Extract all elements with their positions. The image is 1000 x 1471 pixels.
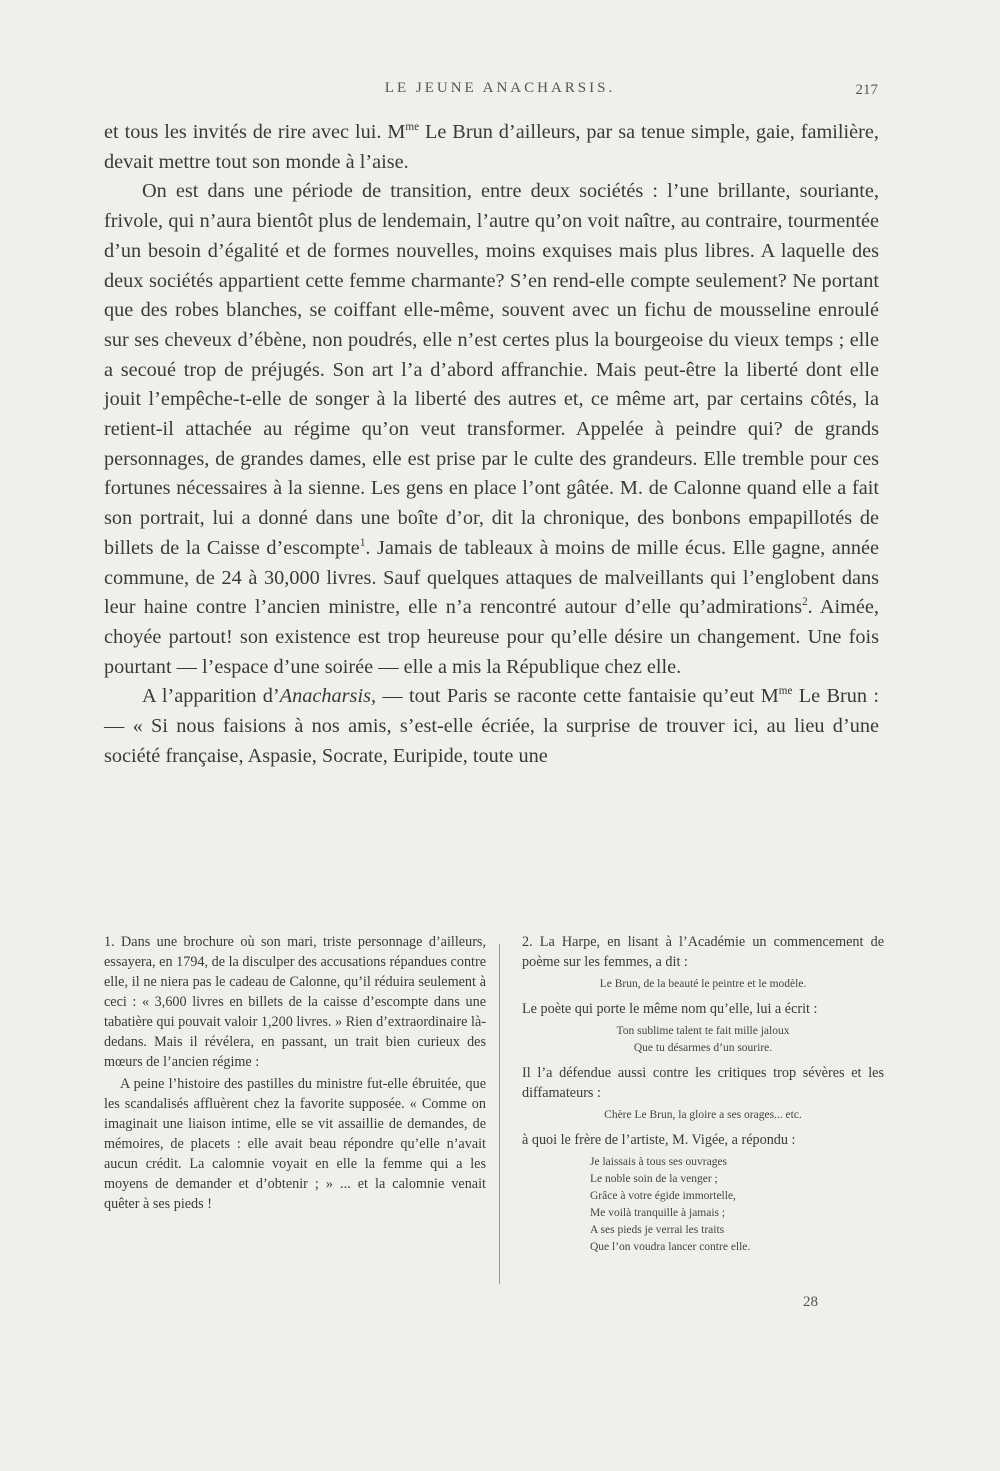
footnote-1-paragraph: A peine l’histoire des pastilles du ministre fut-elle ébruitée, que les scandalisés affluèrent chez la favorite supposée. « Comme on imaginait une liaison intime, elle se vit assaillie de demandes, de mémoires, de placets : elle avait beau répondre qu’elle n’avait aucun crédit. La calomnie voyait en elle la femme qui a les moyens de demander et d’obtenir ; » ... et la calomnie venait quêter à ses pieds ! [104,1076,486,1212]
footnote-ref-2: 2 [802,596,808,609]
footnotes [104,932,884,1292]
verse-quote: Ton sublime talent te fait mille jaloux Que tu désarmes d’un sourire. [616,1025,790,1054]
verse-quote: Je laissais à tous ses ouvrages Le noble soin de la venger ; Grâce à votre égide immortelle, Me voilà tranquille à jamais ; A ses pieds je verrai les traits Que l’on voudra lancer contre elle. [590,1156,751,1253]
footnote-2-intro: 2. La Harpe, en lisant à l’Académie un commencement de poème sur les femmes, a dit : [522,934,884,970]
signature-mark: 28 [803,1294,818,1310]
footnote-2-paragraph: Le poète qui porte le même nom qu’elle, lui a écrit : [522,1001,818,1017]
footnote-2-paragraph: à quoi le frère de l’artiste, M. Vigée, a répondu : [522,1132,796,1148]
footnote-ref-1: 1 [359,537,366,550]
verse-quote: Le Brun, de la beauté le peintre et le modèle. [599,978,807,990]
footnote-1 [104,932,486,1216]
main-text [104,118,879,771]
column-divider [499,944,500,1284]
paragraph-1: et tous les invités de rire avec lui. $M^{me}$ Le Brun d’ailleurs, par sa tenue simple, gaie, familière, devait mettre tout son monde à l’aise. [104,121,879,173]
verse-quote: Chère Le Brun, la gloire a ses orages... etc. [604,1109,802,1121]
footnote-2-paragraph: Il l’a défendue aussi contre les critiques trop sévères et les diffamateurs : [522,1065,884,1101]
running-head: LE JEUNE ANACHARSIS. [384,80,616,96]
footnote-1-paragraph: 1. Dans une brochure où son mari, triste personnage d’ailleurs, essayera, en 1794, de la disculper des accusations répandues contre elle, il ne niera pas le cadeau de Calonne, qu’il réduira seulement à ceci : « 3,600 livres en billets de la caisse d’escompte dans une tabatière qui pouvait valoir 1,200 livres. » Rien d’extraordinaire là-dedans. Mais il révélera, en passant, un trait bien curieux des mœurs de l’ancien régime : [104,934,486,1070]
footnote-2 [522,932,884,1262]
paragraph-3: A l’apparition d’Anacharsis, — tout Paris se raconte cette fantaisie qu’eut $M^{me}$ Le Brun : — « Si nous faisions à nos amis, s’est-elle écriée, la surprise de trouver ici, au lieu d’une société française, Aspasie, Socrate, Euripide, toute une [104,685,879,767]
paragraph-2: On est dans une période de transition, entre deux sociétés : l’une brillante, souriante, frivole, qui n’aura bientôt plus de lendemain, l’autre qu’on voit naître, au contraire, tourmentée d’un besoin d’égalité et de formes nouvelles, moins exquises mais plus libres. A laquelle des deux sociétés appartient cette femme charmante? S’en rend-elle compte seulement? Ne portant que des robes blanches, se coiffant elle-même, souvent avec un fichu de mousseline enroulé sur ses cheveux d’ébène, non poudrés, elle n’est certes plus la bourgeoise du vieux temps ; elle a secoué trop de préjugés. Son art l’a d’abord affranchie. Mais peut-être la liberté dont elle jouit l’empêche-t-elle de songer à la liberté des autres et, ce même art, par certains côtés, la retient-il attachée au régime qu’on veut transformer. Appelée à peindre qui? de grands personnages, de grandes dames, elle est prise par le culte des grandeurs. Elle tremble pour ces fortunes nécessaires à la sienne. Les gens en place l’ont gâtée. M. de Calonne quand elle a fait son portrait, lui a donné dans une boîte d’or, dit la chronique, des bonbons empapillotés de billets de la Caisse d’escompte$^1$. Jamais de tableaux à moins de mille écus. Elle gagne, année commune, de 24 à 30,000 livres. Sauf quelques attaques de malveillants qui l’englobent dans leur haine contre l’ancien ministre, elle n’a rencontré autour d’elle qu’admirations$^2$. Aimée, choyée partout! son existence est trop heureuse pour qu’elle désire un changement. Une fois pourtant — l’espace d’une soirée — elle a mis la République chez elle. [104,180,879,678]
page-number: 217 [855,82,878,98]
